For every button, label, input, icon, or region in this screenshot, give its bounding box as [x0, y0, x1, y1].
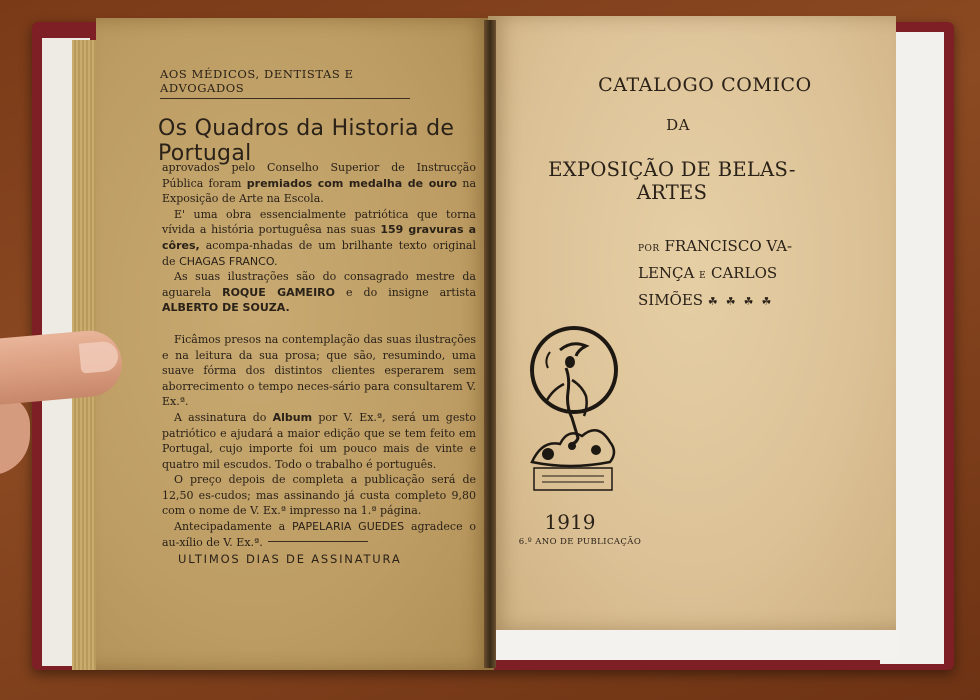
p3-bold-1: ROQUE GAMEIRO: [222, 285, 335, 299]
author-name-2b: CARLOS: [711, 264, 778, 282]
p5-text-a: A assinatura do: [174, 410, 267, 424]
p7-text-b: agradece o au-xílio de V. Ex.ª.: [162, 520, 477, 549]
p5-text-b: por V. Ex.ª, será um gesto patriótico e ajudará a maior edição que se tem feito em Portugal, cujo importe foi um pouco mais de vinte e quatro mil escudos. Todo o trabalho é português.: [162, 410, 477, 471]
left-page-header: AOS MÉDICOS, DENTISTAS E ADVOGADOS: [160, 67, 410, 99]
p1-text-b: na Exposição de Arte na Escola.: [162, 176, 477, 206]
left-page-footer: ULTIMOS DIAS DE ASSINATURA: [178, 552, 402, 566]
author-name-1: FRANCISCO VA-: [664, 237, 793, 255]
footer-rule: [268, 541, 368, 542]
p5-bold: Album: [272, 410, 313, 424]
author-block: [638, 234, 838, 314]
p2-text-a: E' uma obra essencialmente patriótica que torna vívida a história portuguêsa nas suas: [162, 207, 476, 237]
ornaments-icon: ☘☘☘☘: [707, 295, 780, 308]
paragraph-2: [162, 207, 476, 269]
author-por: POR: [638, 244, 660, 254]
right-title-line-2: DA: [666, 116, 690, 134]
author-line-3: [638, 288, 838, 314]
paragraph-6: O preço depois de completa a publicação será de 12,50 es-cudos; mas assinando já custa completo 9,80 com o nome de V. Ex.ª impresso na 1.ª página.: [162, 473, 476, 518]
right-title-line-1: CATALOGO COMICO: [598, 74, 812, 96]
paragraph-4: Ficâmos presos na contemplação das suas ilustrações e na leitura da sua prosa; que são, resumindo, uma suave fórma dos distintos clientes esperarem sem aborrecimento o tempo neces-sário para consultarem V. Ex.ª.: [162, 332, 476, 409]
p1-text-a: aprovados pelo Conselho Superior de Instrucção Pública foram: [162, 161, 476, 190]
hand-palm: [0, 395, 30, 475]
p7-text-a: Antecipadamente a: [174, 520, 286, 534]
paragraph-3: [162, 269, 476, 316]
author-line-1: [638, 234, 838, 261]
p1-bold: premiados com medalha de ouro: [246, 176, 458, 190]
dancer-vignette-icon: [520, 322, 624, 502]
author-e: E: [699, 271, 707, 281]
edition-text: 6.º ANO DE PUBLICAÇÃO: [518, 537, 642, 547]
p7-name: PAPELARIA GUEDES: [292, 520, 405, 534]
left-page-body: [162, 160, 476, 550]
paragraph-1: [162, 160, 476, 207]
publication-year: 1919: [544, 510, 596, 534]
left-page-title: Os Quadros da Historia de Portugal: [158, 116, 455, 166]
p3-text-b: e do insigne artista: [346, 285, 476, 299]
book-gutter: [484, 20, 496, 668]
author-name-2a: LENÇA: [638, 264, 695, 282]
p3-bold-2: ALBERTO DE SOUZA.: [162, 301, 290, 315]
author-line-2: [638, 261, 838, 288]
author-name-3: SIMÕES: [638, 291, 704, 309]
paragraph-7: [162, 519, 476, 550]
p3-text-a: As suas ilustrações são do consagrado mestre da aguarela: [162, 270, 476, 299]
right-title-line-3: EXPOSIÇÃO DE BELAS-ARTES: [548, 158, 796, 204]
p2-bold: 159 gravuras a côres,: [162, 223, 477, 252]
p2-name: CHAGAS FRANCO.: [179, 254, 278, 268]
paragraph-5: [162, 410, 476, 472]
p2-text-b: acompa-nhadas de um brilhante texto original de: [162, 238, 476, 268]
